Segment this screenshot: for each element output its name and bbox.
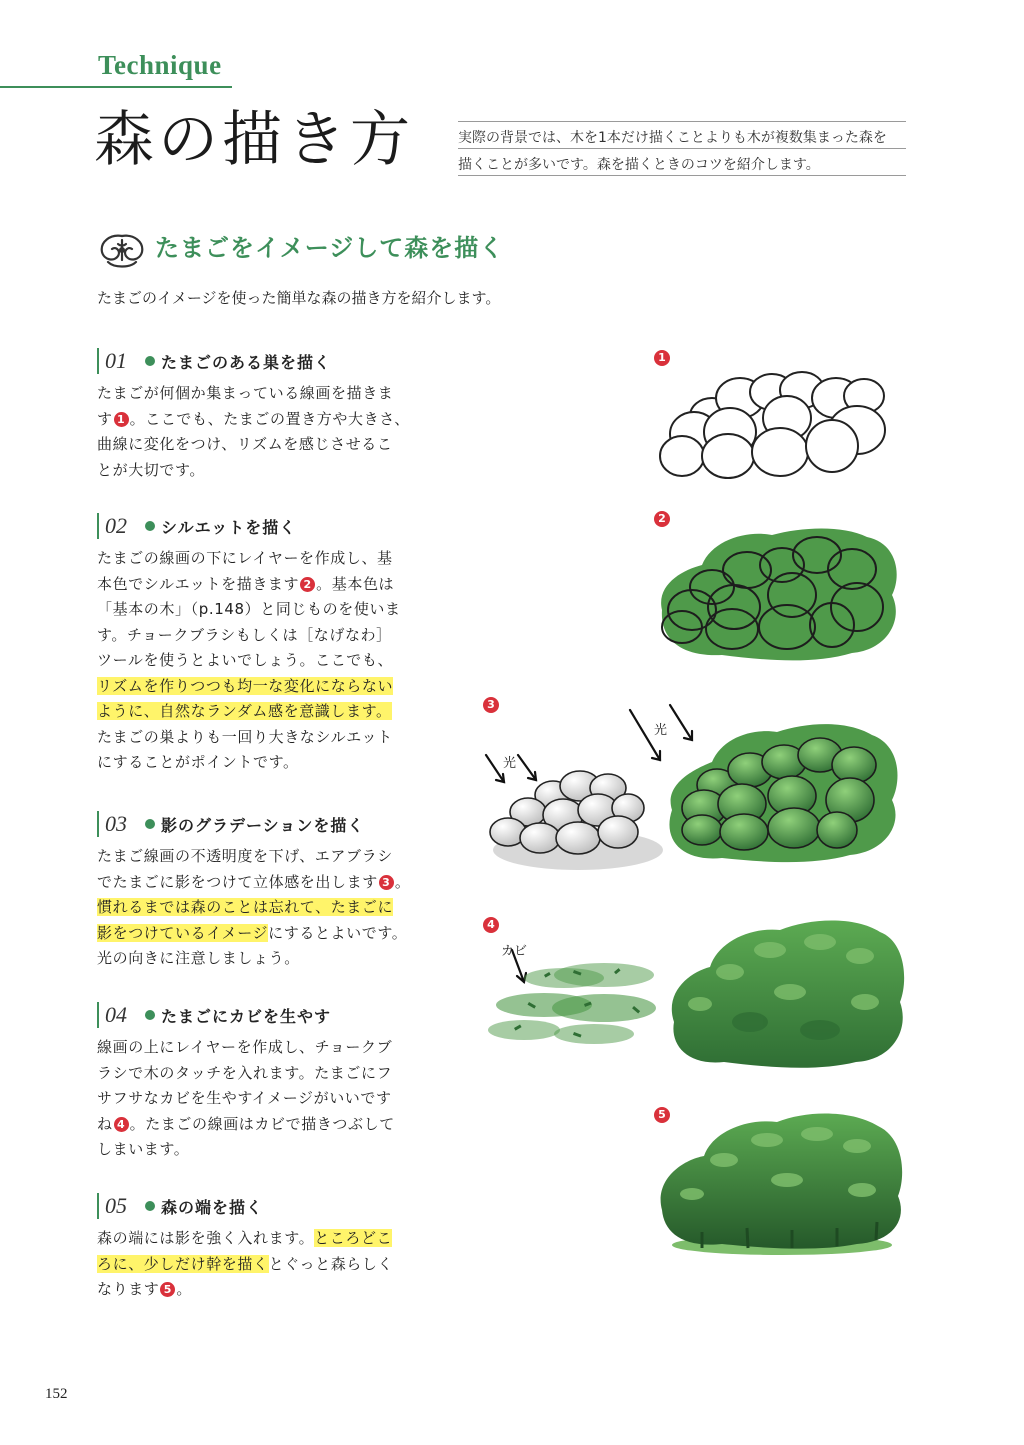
body-line <box>97 1226 427 1252</box>
body-text: す。チョークブラシもしくは［なげなわ］ <box>97 625 392 644</box>
body-text: たまご線画の不透明度を下げ、エアブラシ <box>97 847 393 865</box>
bullet-dot-icon <box>145 356 155 366</box>
page-number: 152 <box>45 1386 68 1402</box>
intro-line-2: 描くことが多いです。森を描くときのコツを紹介します。 <box>458 157 820 173</box>
step-number: 04 <box>105 1002 127 1027</box>
mold-label: カビ <box>501 944 528 959</box>
step-bar <box>97 513 99 539</box>
step-bar <box>97 348 99 374</box>
body-text: 本色でシルエットを描きます <box>97 574 300 593</box>
body-text: なります <box>97 1280 160 1298</box>
body-line <box>97 1061 427 1087</box>
highlighted-text: 慣れるまでは森のことは忘れて、たまごに <box>97 898 394 916</box>
step-title: たまごにカビを生やす <box>161 1006 332 1026</box>
body-line <box>97 458 427 484</box>
bullet-dot-icon <box>145 819 155 829</box>
highlighted-text: ろに、少しだけ幹を描く <box>97 1254 269 1273</box>
body-text: 「基本の木」（p.148）と同じものを使いま <box>97 600 401 618</box>
step-title: 森の端を描く <box>161 1197 264 1217</box>
body-text: とが大切です。 <box>97 460 206 479</box>
body-line <box>97 1137 427 1163</box>
silhouette-figure <box>652 525 904 665</box>
step-number: 05 <box>105 1193 127 1218</box>
step-title: 影のグラデーションを描く <box>161 815 365 835</box>
body-line <box>97 725 427 751</box>
step-01 <box>97 347 427 483</box>
ornament-icon <box>94 230 150 272</box>
figure-2-badge: 2 <box>654 511 670 527</box>
body-text: たまごが何個か集まっている線画を描きま <box>97 384 394 402</box>
figure-ref-marker: 1 <box>114 412 129 427</box>
body-line <box>97 844 427 870</box>
figure-4-badge: 4 <box>483 917 499 933</box>
body-line <box>97 1277 427 1303</box>
figure-5-badge: 5 <box>654 1107 670 1123</box>
body-line <box>97 895 427 921</box>
body-line <box>97 946 427 972</box>
step-number: 02 <box>105 513 127 538</box>
step-body <box>97 1035 427 1163</box>
body-line <box>97 381 427 407</box>
body-line <box>97 750 427 776</box>
body-line <box>97 1086 427 1112</box>
body-line <box>97 870 427 896</box>
figure-ref-marker: 2 <box>300 577 315 592</box>
bullet-dot-icon <box>145 1010 155 1020</box>
body-text: 。ここでも、たまごの置き方や大きさ、 <box>129 409 410 428</box>
body-text: 。たまごの線画はカビで描きつぶして <box>129 1114 395 1133</box>
step-body <box>97 1226 427 1303</box>
body-line <box>97 546 427 572</box>
body-line <box>97 572 427 598</box>
body-text: ツールを使うとよいでしょう。ここでも、 <box>97 651 394 669</box>
light-label-left: 光 <box>503 756 517 771</box>
step-04 <box>97 1001 427 1163</box>
bullet-dot-icon <box>145 521 155 531</box>
body-text: ラシで木のタッチを入れます。たまごにフ <box>97 1063 393 1082</box>
bullet-dot-icon <box>145 1201 155 1211</box>
step-title: シルエットを描く <box>161 517 297 537</box>
step-03 <box>97 810 427 972</box>
page-title: 森の描き方 <box>94 105 414 175</box>
body-text: 曲線に変化をつけ、リズムを感じさせるこ <box>97 435 393 453</box>
step-bar <box>97 1002 99 1028</box>
body-text: 森の端には影を強く入れます。 <box>97 1229 315 1247</box>
section-label: Technique <box>98 50 222 80</box>
highlighted-text: ところどこ <box>314 1229 393 1247</box>
body-line <box>97 623 427 649</box>
figure-1-badge: 1 <box>654 350 670 366</box>
body-text: 。 <box>394 872 411 891</box>
body-text: ね <box>97 1114 113 1133</box>
body-text: 。基本色は <box>316 574 395 593</box>
finished-forest-figure <box>652 1110 908 1260</box>
highlighted-text: ように、自然なランダム感を意識します。 <box>97 702 392 720</box>
body-line <box>97 432 427 458</box>
figure-3-badge: 3 <box>483 697 499 713</box>
body-text: 光の向きに注意しましょう。 <box>97 949 300 967</box>
body-text: 。 <box>176 1280 193 1298</box>
body-line <box>97 1112 427 1138</box>
step-body <box>97 844 427 972</box>
light-label-right: 光 <box>654 723 668 738</box>
body-line <box>97 699 427 725</box>
step-bar <box>97 1193 99 1219</box>
body-line <box>97 921 427 947</box>
step-body <box>97 546 427 776</box>
intro-mid-rule <box>458 148 906 149</box>
figure-ref-marker: 3 <box>379 875 394 890</box>
intro-line-1: 実際の背景では、木を1本だけ描くことよりも木が複数集まった森を <box>458 130 887 146</box>
step-title: たまごのある巣を描く <box>161 352 332 372</box>
body-line <box>97 597 427 623</box>
step-number: 03 <box>105 811 127 836</box>
body-line <box>97 1252 427 1278</box>
step-body <box>97 381 427 483</box>
body-text: 線画の上にレイヤーを作成し、チョークブ <box>97 1038 393 1056</box>
body-text: たまごの線画の下にレイヤーを作成し、基 <box>97 549 393 567</box>
figure-ref-marker: 5 <box>160 1282 175 1297</box>
body-text: にするとよいです。 <box>268 923 408 942</box>
section-lead: たまごのイメージを使った簡単な森の描き方を紹介します。 <box>97 289 501 307</box>
body-text: す <box>97 409 113 428</box>
body-text: とぐっと森らしく <box>268 1254 394 1273</box>
section-label-underline <box>0 86 232 88</box>
body-text: サフサなカビを生やすイメージがいいです <box>97 1089 392 1107</box>
body-line <box>97 674 427 700</box>
step-number: 01 <box>105 348 127 373</box>
body-line <box>97 648 427 674</box>
body-text: でたまごに影をつけて立体感を出します <box>97 872 378 891</box>
step-02 <box>97 512 427 776</box>
body-text: しまいます。 <box>97 1140 190 1158</box>
step-bar <box>97 811 99 837</box>
body-text: たまごの巣よりも一回り大きなシルエット <box>97 727 393 746</box>
body-line <box>97 1035 427 1061</box>
section-heading: たまごをイメージして森を描く <box>155 234 505 262</box>
figure-ref-marker: 4 <box>114 1117 129 1132</box>
body-text: にすることがポイントです。 <box>97 753 299 771</box>
step-05 <box>97 1192 427 1303</box>
intro-top-rule <box>458 121 906 122</box>
body-line <box>97 407 427 433</box>
egg-lineart-figure <box>652 368 902 483</box>
highlighted-text: リズムを作りつつも均一な変化にならない <box>97 676 394 695</box>
highlighted-text: 影をつけているイメージ <box>97 923 269 942</box>
foliage-forest-figure <box>660 912 908 1072</box>
intro-bottom-rule <box>458 175 906 176</box>
